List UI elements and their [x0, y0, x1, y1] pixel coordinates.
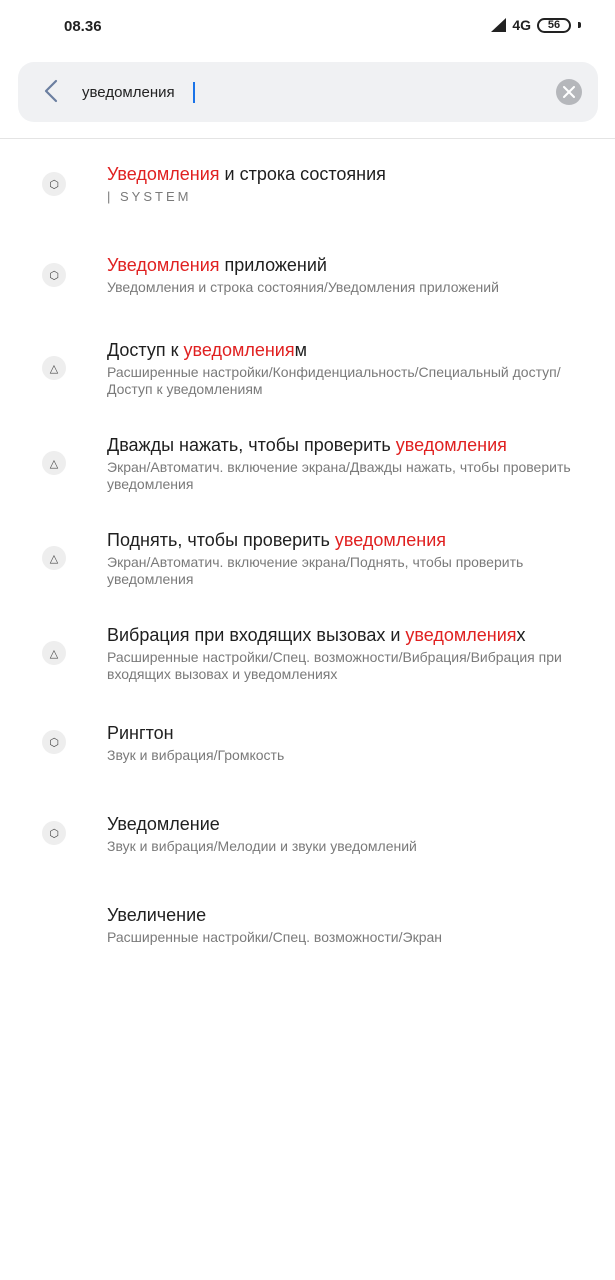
network-type: 4G [512, 17, 531, 33]
close-icon [563, 86, 575, 98]
result-title: Доступ к уведомлениям [107, 340, 307, 360]
hexagon-icon: ⬡ [42, 172, 66, 196]
result-path: Звук и вибрация/Громкость [107, 747, 285, 763]
result-path: Расширенные настройки/Спец. возможности/Вибрация/Вибрация при входящих вызовах и уведомлениях [107, 649, 562, 682]
highlight-match: уведомления [395, 435, 507, 455]
triangle-icon: △ [42, 356, 66, 380]
battery-icon [537, 18, 571, 33]
clear-search-button[interactable] [556, 79, 582, 105]
result-title: Увеличение [107, 905, 207, 925]
battery-level: 56 [547, 19, 561, 31]
search-bar [18, 62, 598, 122]
result-path: Расширенные настройки/Спец. возможности/Экран [107, 929, 442, 945]
result-path: Экран/Автоматич. включение экрана/Поднять, чтобы проверить уведомления [107, 554, 524, 587]
result-item[interactable] [0, 883, 615, 974]
highlight-match: уведомления [183, 340, 295, 360]
status-bar [0, 0, 615, 56]
back-arrow-icon [44, 79, 58, 103]
hexagon-icon: ⬡ [42, 821, 66, 845]
result-item[interactable] [0, 230, 615, 321]
result-title: Уведомления и строка состояния [107, 164, 386, 184]
status-time: 08.36 [64, 18, 102, 35]
battery-tip [578, 22, 581, 28]
result-item[interactable] [0, 511, 615, 606]
result-path: Уведомления и строка состояния/Уведомления приложений [107, 279, 499, 295]
result-title: Вибрация при входящих вызовах и уведомлениях [107, 625, 526, 645]
cellular-signal-icon [491, 18, 506, 32]
text-caret [193, 82, 195, 103]
highlight-match: уведомления [405, 625, 517, 645]
result-item[interactable] [0, 792, 615, 883]
result-title: Уведомления приложений [107, 255, 327, 275]
result-path: Звук и вибрация/Мелодии и звуки уведомлений [107, 838, 417, 854]
result-title: Рингтон [107, 723, 174, 743]
result-path: | SYSTEM [107, 189, 192, 204]
back-button[interactable] [36, 76, 66, 106]
result-item[interactable] [0, 606, 615, 701]
highlight-match: уведомления [334, 530, 446, 550]
hexagon-icon: ⬡ [42, 263, 66, 287]
result-item[interactable] [0, 139, 615, 230]
highlight-match: Уведомления [107, 164, 220, 184]
result-item[interactable] [0, 416, 615, 511]
search-input[interactable] [82, 76, 482, 108]
result-path: Расширенные настройки/Конфиденциальность/Специальный доступ/Доступ к уведомлениям [107, 364, 561, 397]
result-title: Уведомление [107, 814, 220, 834]
result-item[interactable] [0, 701, 615, 792]
result-path: Экран/Автоматич. включение экрана/Дважды нажать, чтобы проверить уведомления [107, 459, 571, 492]
result-item[interactable] [0, 321, 615, 416]
result-title: Поднять, чтобы проверить уведомления [107, 530, 446, 550]
hexagon-icon: ⬡ [42, 730, 66, 754]
triangle-icon: △ [42, 451, 66, 475]
triangle-icon: △ [42, 546, 66, 570]
result-title: Дважды нажать, чтобы проверить уведомления [107, 435, 507, 455]
status-indicators [491, 17, 581, 33]
highlight-match: Уведомления [107, 255, 220, 275]
triangle-icon: △ [42, 641, 66, 665]
search-results-list [0, 139, 615, 974]
